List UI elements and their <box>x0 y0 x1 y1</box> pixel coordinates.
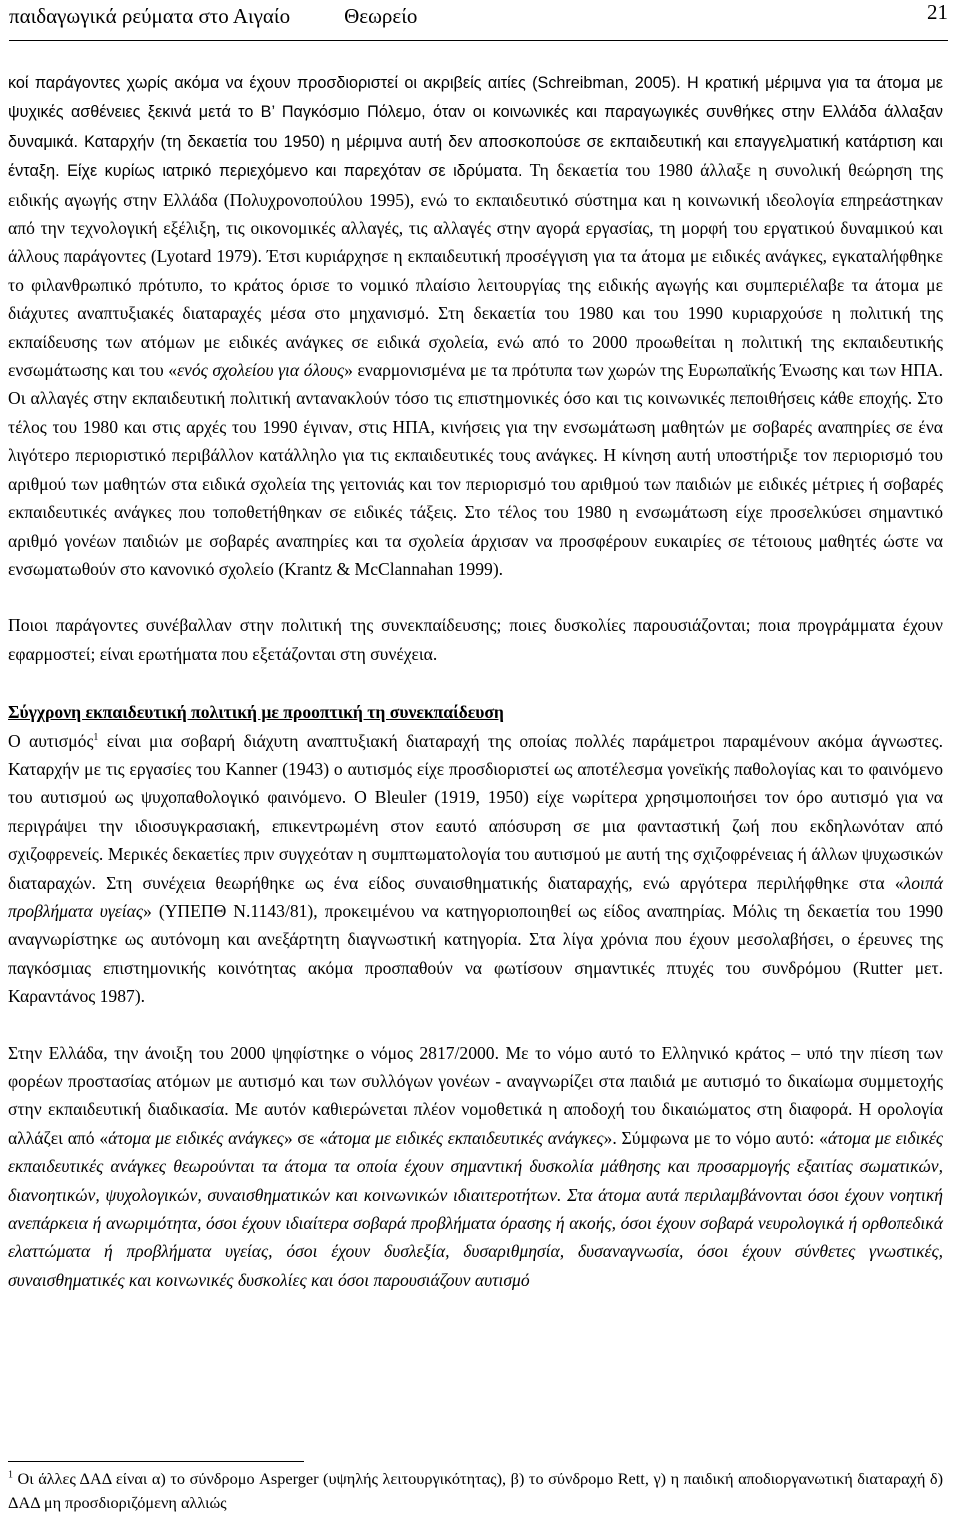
paragraph-4-part-b: » σε « <box>283 1127 328 1148</box>
footnote-marker: 1 <box>8 1469 13 1481</box>
paragraph-4-italic-quote: άτομα με ειδικές εκπαιδευτικές ανάγκες θεωρούνται τα άτομα τα οποία έχουν σημαντική δυσκολία μάθησης και προσαρμογής εξαιτίας σωματικών, διανοητικών, ψυχολογικών, συναισθηματικών και κοινωνικών ιδιαιτεροτήτων. Στα άτομα αυτά περιλαμβάνονται όσοι έχουν νοητική ανεπάρκεια ή ανωριμότητα, όσοι έχουν ιδιαίτερα σοβαρά προβλήματα όρασης ή ακοής, όσοι έχουν σοβαρά νευρολογικά ή ορθοπεδικά ελαττώματα ή προβλήματα υγείας, όσοι έχουν δυσλεξία, δυσαριθμησία, δυσαναγνωσία, όσοι έχουν σύνθετες γνωστικές, συναισθηματικές και κοινωνικές δυσκολίες και όσοι παρουσιάζουν αυτισμό <box>8 1127 944 1290</box>
paragraph-3-part-b: είναι μια σοβαρή διάχυτη αναπτυξιακή διαταραχή της οποίας πολλές παράμετροι παραμένουν ακόμα άγνωστες. Καταρχήν με τις εργασίες του Kanner (1943) ο αυτισμός είχε προσδιοριστεί ως αποτέλεσμα γονεϊκής παθολογίας και το φαινόμενο του αυτισμού ως ψυχοπαθολογικό φαινόμενο. Ο Bleuler (1919, 1950) είχε νωρίτερα χρησιμοποιήσει τον όρο αυτισμό για να περιγράψει την ιδιοσυγκρασιακή, επικεντρωμένη στον εαυτό απόσυρση σε μια φανταστική ζωή που εκδηλωνόταν από σχιζοφρενείς. Μερικές δεκαετίες πριν συγχεόταν η συμπτωματολογία του αυτισμού με αυτή της σχιζοφρένειας ή άλλων ψυχωσικών διαταραχών. Στη συνέχεια θεωρήθηκε ως ένα είδος συναισθηματικής διαταραχής, ενώ αργότερα περιλήφθηκε στα « <box>8 730 943 893</box>
paragraph-4-italic-1: άτομα με ειδικές ανάγκες <box>108 1127 284 1148</box>
paragraph-1-part-b: Τη δεκαετία του 1980 άλλαξε η συνολική θεώρηση της ειδικής αγωγής στην Ελλάδα (Πολυχρονοπούλου 1995), ενώ το εκπαιδευτικό σύστημα και η κοινωνική ιδεολογία επηρεάστηκαν από την τεχνολογική εξέλιξη, τις οικονομικές αλλαγές, τις αλλαγές στην αγορά εργασίας, τη μορφή του εργατικού δυναμικού και άλλους παράγοντες (Lyotard 1979). Έτσι κυριάρχησε η εκπαιδευτική προσέγγιση για τα άτομα με ειδικές ανάγκες, εγκαταλήφθηκε το φιλανθρωπικό πρότυπο, το κράτος όρισε το νομικό πλαίσιο λειτουργίας της ειδικής αγωγής και συμπεριέλαβε τα άτομα με διάχυτες αναπτυξιακές διαταραχές μέσα στο μηχανισμό. Στη δεκαετία του 1980 και του 1990 κυριαρχούσε η πολιτική της εκπαίδευσης των ατόμων με ειδικές ανάγκες σε ειδικά σχολεία, ενώ από το 2000 προωθείται η πολιτική της εκπαιδευτικής ενσωμάτωσης και του « <box>8 160 943 381</box>
paragraph-1-italic-phrase: ενός σχολείου για όλους <box>177 360 345 381</box>
footnote <box>8 1467 943 1515</box>
paragraph-1-part-a: κοί παράγοντες χωρίς ακόμα να έχουν προσδιοριστεί οι ακριβείς αιτίες (Schreibman, 2005). Η κρατική μέριμνα για τα άτομα με ψυχικές ασθένειες ξεκινά μετά το Β’ Παγκόσμιο Πόλεμο, όταν οι κοινωνικές και παραγωγικές συνθήκες στην Ελλάδα άλλαξαν δυναμικά. Καταρχήν (τη δεκαετία του 1950) η μέριμνα αυτή δεν αποσκοπούσε σε εκπαιδευτική και επαγγελματική κατάρτιση και ένταξη. Είχε κυρίως ιατρικό περιεχόμενο και παρεχόταν σε ιδρύματα. <box>8 74 943 181</box>
running-title-right: Θεωρείο <box>344 4 418 28</box>
running-title-left: παιδαγωγικά ρεύματα στο Αιγαίο <box>9 4 291 28</box>
paragraph-2: Ποιοι παράγοντες συνέβαλλαν στην πολιτική της συνεκπαίδευσης; ποιες δυσκολίες παρουσιάζονται; ποια προγράμματα έχουν εφαρμοστεί; είναι ερωτήματα που εξετάζονται στη συνέχεια. <box>8 615 943 664</box>
paragraph-4-part-a: Στην Ελλάδα, την άνοιξη του 2000 ψηφίστηκε ο νόμος 2817/2000. Με το νόμο αυτό το Ελληνικό κράτος – υπό την πίεση των φορέων προστασίας ατόμων με αυτισμό και των συλλόγων γονέων - αναγνωρίζει στα παιδιά με αυτισμό το δικαίωμα συμμετοχής στην εκπαιδευτική διαδικασία. Με αυτόν καθιερώνεται πλέον νομοθετικά η αποδοχή του δικαιώματος στη διαφορά. Η ορολογία αλλάζει από « <box>8 1042 943 1148</box>
main-text <box>8 68 943 1294</box>
paragraph-4-part-c: ». Σύμφωνα με το νόμο αυτό: « <box>603 1127 828 1148</box>
running-header <box>9 0 948 41</box>
running-title <box>9 4 417 29</box>
paragraph-3-italic-phrase: λοιπά προβλήματα υγείας <box>8 872 943 921</box>
paragraph-4-italic-2: άτομα με ειδικές εκπαιδευτικές ανάγκες <box>327 1127 604 1148</box>
paragraph-3 <box>8 727 943 1011</box>
footnote-separator <box>8 1461 304 1462</box>
section-heading: Σύγχρονη εκπαιδευτική πολιτική με προοπτική τη συνεκπαίδευση <box>8 702 504 723</box>
footnote-reference: 1 <box>93 731 99 743</box>
paragraph-4 <box>8 1039 943 1295</box>
paragraph-1 <box>8 68 943 583</box>
footnote-text: Οι άλλες ΔΑΔ είναι α) το σύνδρομο Asperger (υψηλής λειτουργικότητας), β) το σύνδρομο Rett, γ) η παιδική αποδιοργανωτική διαταραχή δ) ΔΑΔ μη προσδιοριζόμενη αλλιώς <box>8 1469 943 1512</box>
page-number: 21 <box>927 0 948 24</box>
paragraph-3-part-a: Ο αυτισμός <box>8 730 94 751</box>
paragraph-3-part-c: » (ΥΠΕΠΘ Ν.1143/81), προκειμένου να κατηγοριοποιηθεί ως είδος αναπηρίας. Μόλις τη δεκαετία του 1990 αναγνωρίστηκε ως αυτόνομη και ανεξάρτητη διαγνωστική κατηγορία. Στα λίγα χρόνια που έχουν μεσολαβήσει, ο έρευνες της παγκόσμιας επιστημονικής κοινότητας ακόμα προσπαθούν να φωτίσουν σημαντικές πτυχές του συνδρόμου (Rutter μετ. Καραντάνος 1987). <box>8 900 944 1007</box>
paragraph-1-part-c: » εναρμονισμένα με τα πρότυπα των χωρών της Ευρωπαϊκής Ένωσης και των ΗΠΑ. Οι αλλαγές στην εκπαιδευτική πολιτική αντανακλούν τόσο τις επιστημονικές όσο και τις κοινωνικές πεποιθήσεις κάθε εποχής. Στο τέλος του 1980 και στις αρχές του 1990 έγιναν, στις ΗΠΑ, κινήσεις για την ενσωμάτωση μαθητών με σοβαρές αναπηρίες σε ένα λιγότερο περιοριστικό περιβάλλον κατάλληλο για τις εκπαιδευτικές τους ανάγκες. Η κίνηση αυτή υποστήριξε τον περιορισμό του αριθμού των μαθητών στα ειδικά σχολεία της γειτονιάς και τον περιορισμό του αριθμού των παιδιών με ειδικές μέτριες ή σοβαρές εκπαιδευτικές ανάγκες που τοποθετήθηκαν σε ειδικές τάξεις. Στο τέλος του 1980 η ενσωμάτωση είχε προσελκύσει σημαντικό αριθμό γονέων παιδιών με σοβαρές αναπηρίες και τα σχολεία άρχισαν να προσφέρουν ευκαιρίες σε τέτοιους μαθητές ώστε να ενσωματωθούν στο κανονικό σχολείο (Krantz & McClannahan 1999). <box>8 360 943 579</box>
